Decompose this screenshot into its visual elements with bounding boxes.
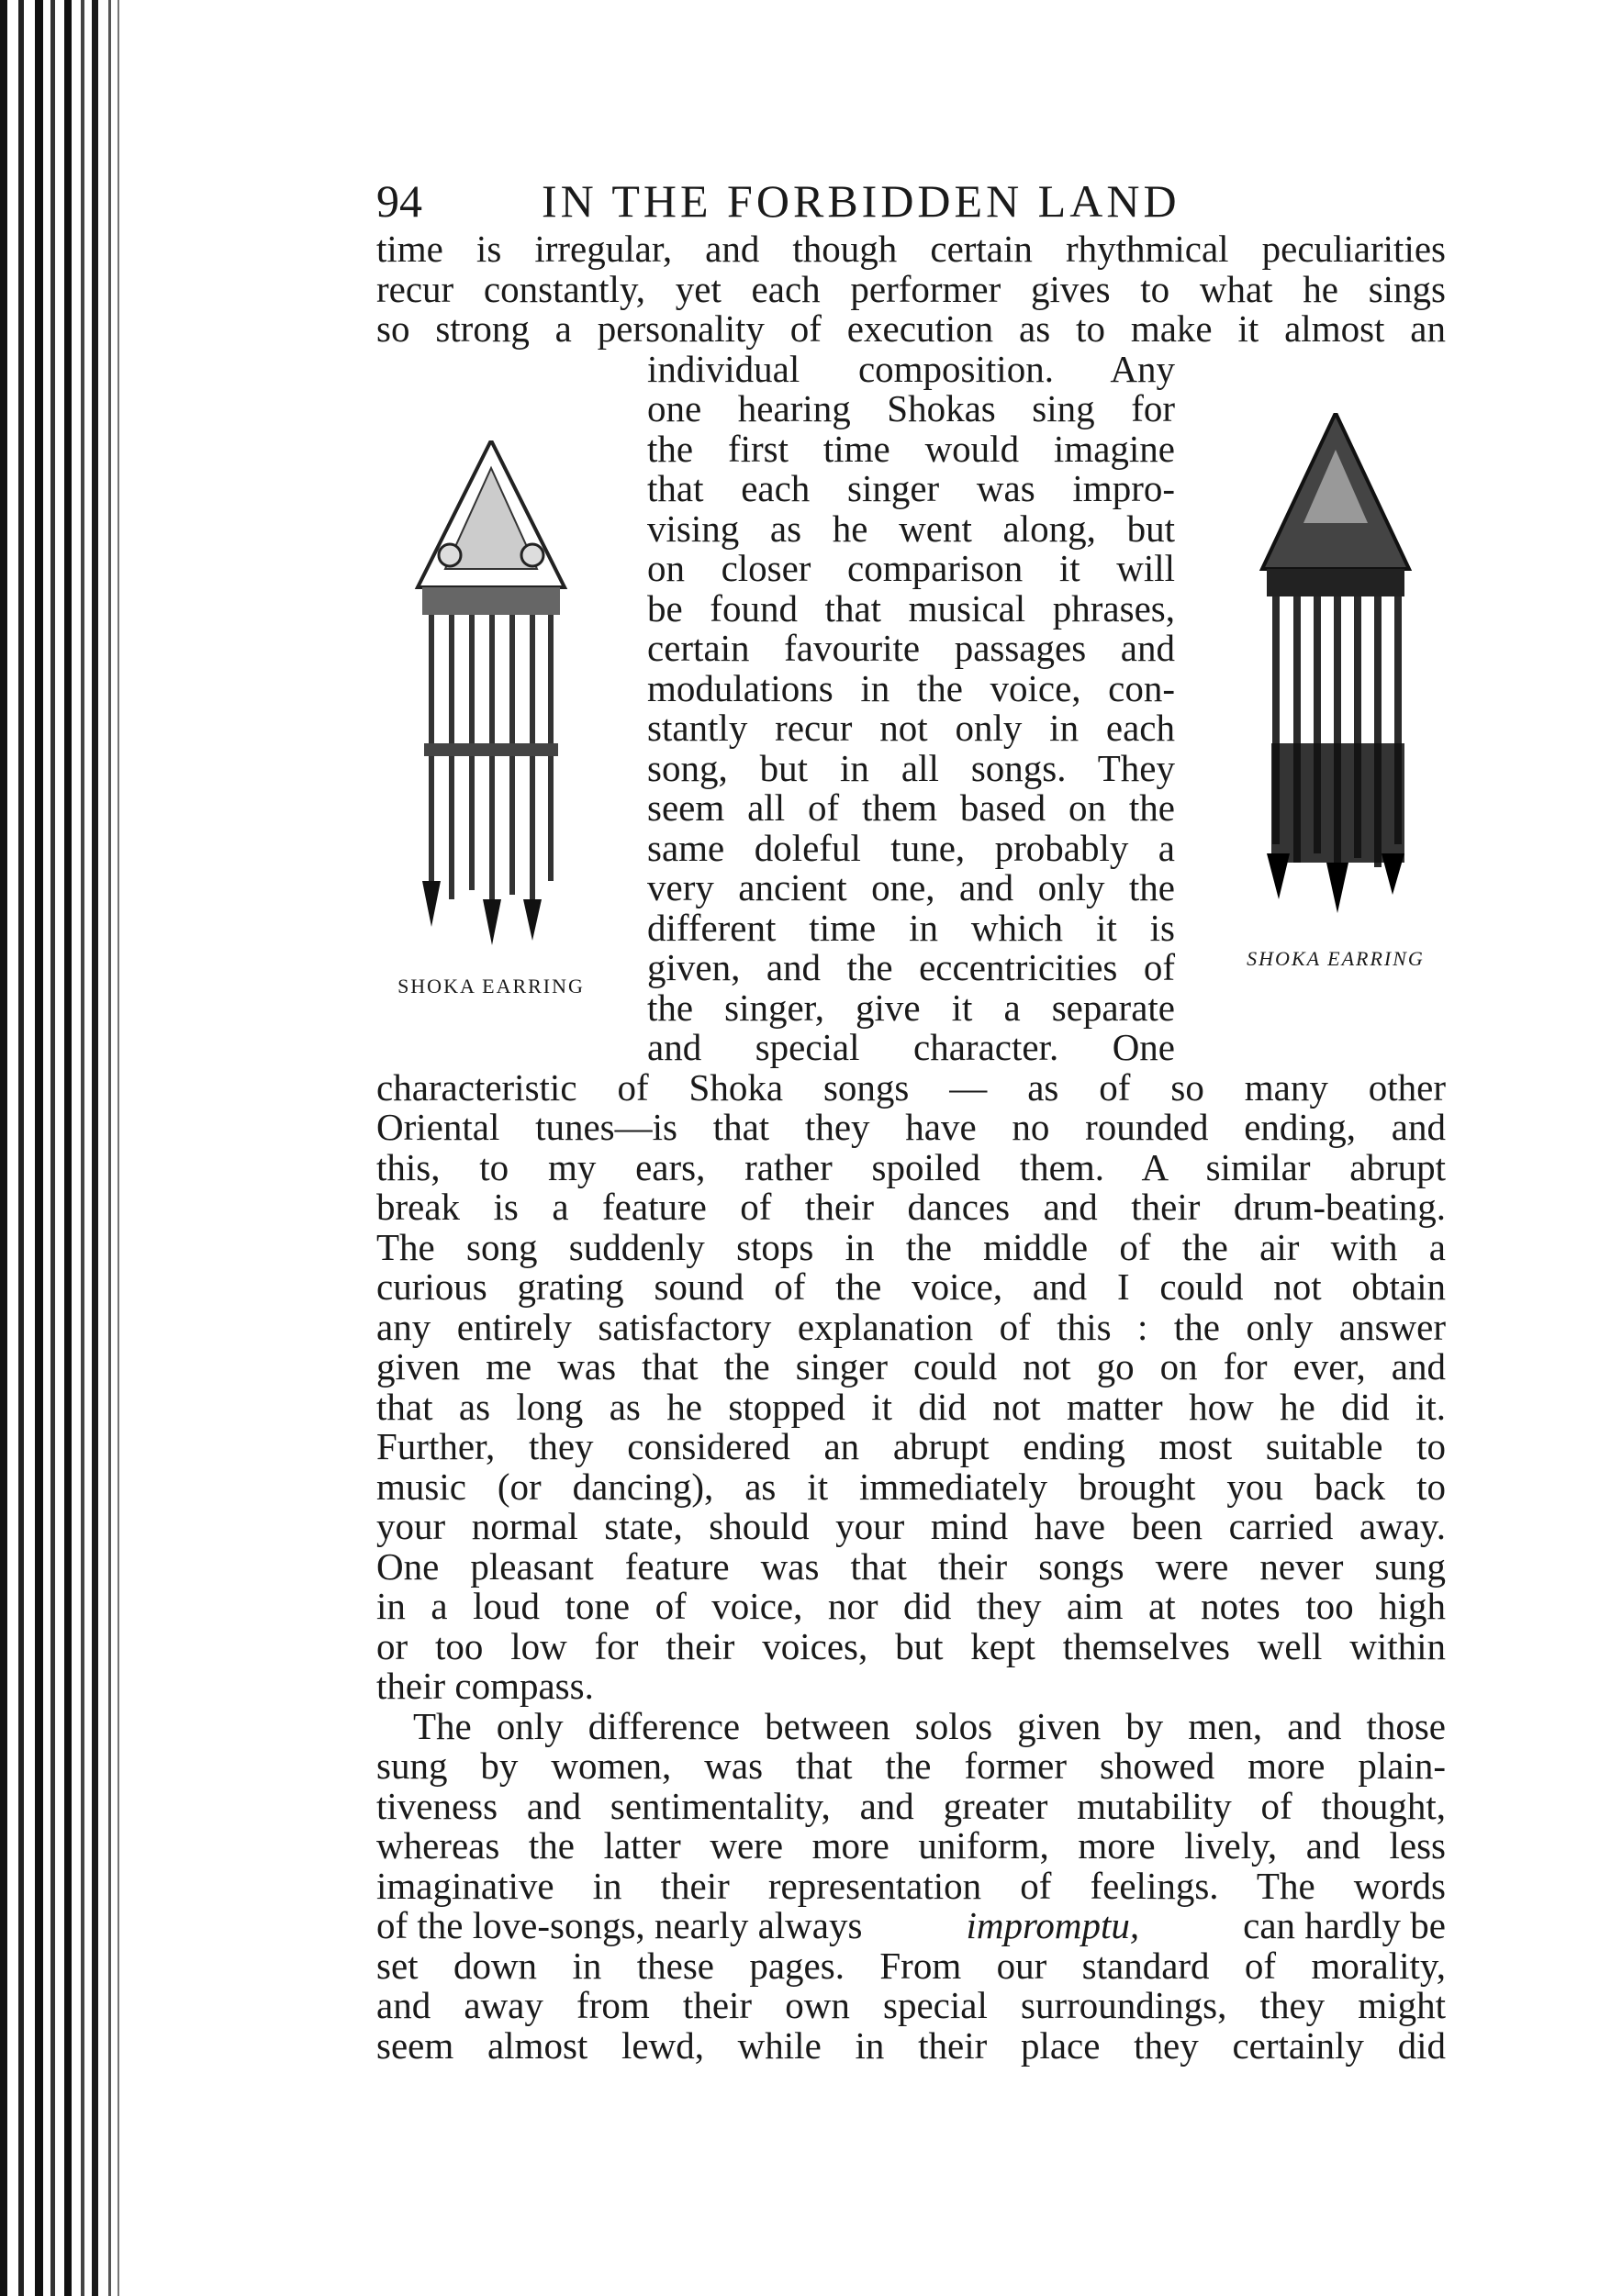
italic-word: impromptu, [966, 1904, 1140, 1946]
text-line: set down in these pages. From our standard of morality, [376, 1944, 1446, 1987]
text-line: The song suddenly stops in the middle of the air with a [376, 1225, 1446, 1268]
body-text [376, 229, 1450, 2066]
text-line: break is a feature of their dances and their drum-beating. [376, 1186, 1446, 1228]
text-line: the singer, give it a separate [647, 986, 1175, 1029]
text-line: tiveness and sentimentality, and greater mutability of thought, [376, 1784, 1446, 1827]
text-line: Further, they considered an abrupt ending most suitable to [376, 1425, 1446, 1467]
text-line: given, and the eccentricities of [647, 946, 1175, 988]
text-line: any entirely satisfactory explanation of this : the only answer [376, 1305, 1446, 1348]
text-line: same doleful tune, probably a [647, 826, 1175, 869]
text-line: in a loud tone of voice, nor did they aim at notes too high [376, 1585, 1446, 1627]
text-line: or too low for their voices, but kept themselves well within [376, 1624, 1446, 1667]
text-line: very ancient one, and only the [647, 866, 1175, 908]
text-line: time is irregular, and though certain rhythmical peculiarities [376, 228, 1446, 270]
text-line: The only difference between solos given by men, and those [413, 1704, 1446, 1747]
text-line-with-italic [376, 1906, 1446, 1946]
text-line: imaginative in their representation of feelings. The words [376, 1864, 1446, 1907]
book-page [376, 165, 1450, 2066]
text-line: modulations in the voice, con- [647, 666, 1175, 709]
text-line: stantly recur not only in each [647, 707, 1175, 749]
text-line: curious grating sound of the voice, and I could not obtain [376, 1265, 1446, 1308]
text-line: recur constantly, yet each performer gives to what he sings [376, 267, 1446, 310]
text-line: One pleasant feature was that their songs were never sung [376, 1544, 1446, 1588]
text-segment: can hardly be [1243, 1904, 1446, 1946]
text-line: one hearing Shokas sing for [647, 387, 1175, 429]
text-line: seem all of them based on the [647, 786, 1175, 829]
text-line: that each singer was impro- [647, 467, 1175, 509]
figure-right-caption: SHOKA EARRING [1247, 947, 1425, 970]
text-line: whereas the latter were more uniform, more lively, and less [376, 1824, 1446, 1867]
binding-shadow [0, 0, 129, 2296]
text-line: Oriental tunes—is that they have no rounded ending, and [376, 1106, 1446, 1148]
text-line: vising as he went along, but [647, 507, 1175, 550]
text-line: that as long as he stopped it did not matter how he did it. [376, 1385, 1446, 1428]
page-number: 94 [376, 175, 422, 227]
text-segment: of the love-songs, nearly always [376, 1904, 863, 1946]
text-line: and special character. One [647, 1026, 1175, 1068]
text-line: so strong a personality of execution as to make it almost an [376, 307, 1446, 350]
text-line: and away from their own special surroundings, they might [376, 1984, 1446, 2026]
running-title: IN THE FORBIDDEN LAND [542, 175, 1180, 227]
text-line: on closer comparison it will [647, 547, 1175, 589]
text-line: music (or dancing), as it immediately brought you back to [376, 1465, 1446, 1508]
text-line: be found that musical phrases, [647, 586, 1175, 630]
text-line: their compass. [376, 1665, 594, 1707]
text-line: individual composition. Any [647, 347, 1175, 390]
figure-left-caption: SHOKA EARRING [397, 975, 585, 998]
text-line: characteristic of Shoka songs — as of so many other [376, 1065, 1446, 1109]
text-line: sung by women, was that the former showed more plain- [376, 1744, 1446, 1787]
text-line: the first time would imagine [647, 427, 1175, 470]
text-line: seem almost lewd, while in their place they certainly did [376, 2023, 1446, 2067]
text-line: given me was that the singer could not go on for ever, and [376, 1345, 1446, 1388]
text-line: certain favourite passages and [647, 627, 1175, 669]
text-line: song, but in all songs. They [647, 746, 1175, 789]
page-header [376, 165, 1450, 229]
text-line: your normal state, should your mind have been carried away. [376, 1505, 1446, 1547]
text-line: different time in which it is [647, 906, 1175, 949]
text-line: this, to my ears, rather spoiled them. A similar abrupt [376, 1145, 1446, 1188]
